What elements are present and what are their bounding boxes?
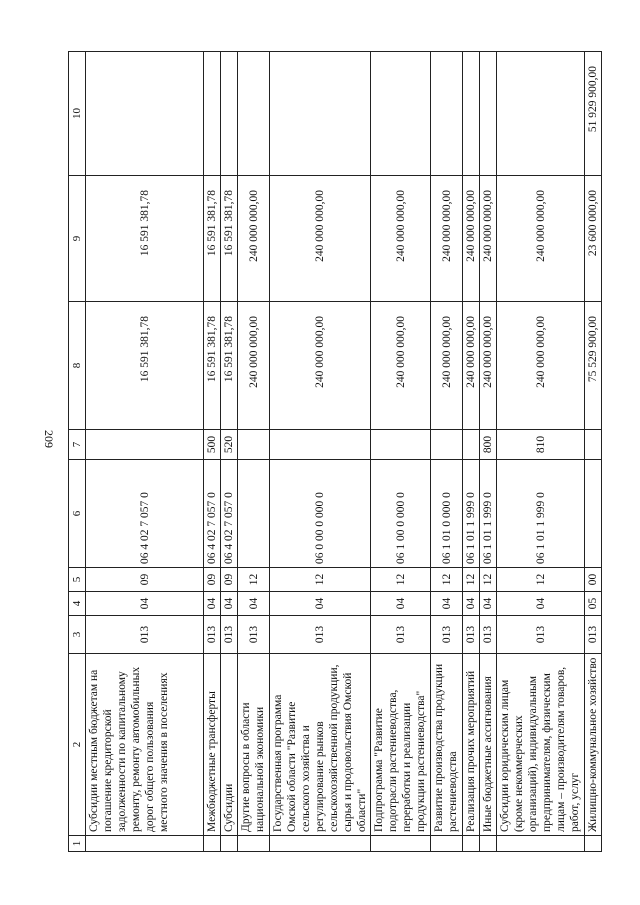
table-row bbox=[270, 52, 371, 852]
table-row bbox=[86, 52, 204, 852]
cell-amount-2: 240 000 000,00 bbox=[480, 176, 497, 302]
cell-amount-3: 51 929 900,00 bbox=[585, 52, 602, 176]
cell-expense-type bbox=[585, 430, 602, 460]
cell-target-article: 06 1 00 0 000 0 bbox=[371, 460, 431, 568]
cell-target-article bbox=[238, 460, 270, 568]
cell-target-article: 06 1 01 1 999 0 bbox=[463, 460, 480, 568]
cell-amount-3 bbox=[431, 52, 463, 176]
cell-amount-2: 16 591 381,78 bbox=[86, 176, 204, 302]
cell-index bbox=[221, 836, 238, 852]
cell-section: 04 bbox=[480, 592, 497, 616]
cell-amount-2: 240 000 000,00 bbox=[463, 176, 480, 302]
rotated-page-content bbox=[68, 52, 599, 852]
cell-target-article: 06 0 00 0 000 0 bbox=[270, 460, 371, 568]
cell-amount-3 bbox=[204, 52, 221, 176]
cell-section: 04 bbox=[204, 592, 221, 616]
column-header: 2 bbox=[69, 654, 86, 836]
cell-subsection: 12 bbox=[431, 568, 463, 592]
cell-section: 04 bbox=[221, 592, 238, 616]
cell-expense-type bbox=[371, 430, 431, 460]
column-header: 6 bbox=[69, 460, 86, 568]
cell-name: Государственная программа Омской области "Развитие сельского хозяйства и регулирование рынков сельскохозяйственной продукции, сырья и продовольствия Омской области" bbox=[270, 654, 371, 836]
cell-expense-type bbox=[431, 430, 463, 460]
cell-subsection: 12 bbox=[463, 568, 480, 592]
cell-amount-3 bbox=[497, 52, 585, 176]
cell-amount-3 bbox=[270, 52, 371, 176]
cell-amount-3 bbox=[221, 52, 238, 176]
cell-amount-total: 240 000 000,00 bbox=[463, 302, 480, 430]
cell-ministry: 013 bbox=[431, 616, 463, 654]
cell-expense-type: 810 bbox=[497, 430, 585, 460]
cell-expense-type: 800 bbox=[480, 430, 497, 460]
cell-index bbox=[238, 836, 270, 852]
table-row bbox=[238, 52, 270, 852]
cell-expense-type: 520 bbox=[221, 430, 238, 460]
cell-expense-type bbox=[270, 430, 371, 460]
cell-section: 04 bbox=[497, 592, 585, 616]
cell-name: Другие вопросы в области национальной экономики bbox=[238, 654, 270, 836]
cell-section: 04 bbox=[238, 592, 270, 616]
cell-ministry: 013 bbox=[480, 616, 497, 654]
cell-name: Субсидии bbox=[221, 654, 238, 836]
cell-amount-2: 240 000 000,00 bbox=[497, 176, 585, 302]
cell-name: Субсидии местным бюджетам на погашение кредиторской задолженности по капитальному ремонту, ремонту автомобильных дорог общего пользования местного значения в поселениях bbox=[86, 654, 204, 836]
column-header: 8 bbox=[69, 302, 86, 430]
cell-amount-total: 240 000 000,00 bbox=[371, 302, 431, 430]
cell-expense-type bbox=[86, 430, 204, 460]
cell-section: 04 bbox=[463, 592, 480, 616]
cell-name: Жилищно-коммунальное хозяйство bbox=[585, 654, 602, 836]
table-row bbox=[585, 52, 602, 852]
cell-amount-total: 240 000 000,00 bbox=[497, 302, 585, 430]
cell-section: 04 bbox=[371, 592, 431, 616]
budget-table bbox=[68, 51, 602, 852]
cell-subsection: 12 bbox=[238, 568, 270, 592]
cell-index bbox=[86, 836, 204, 852]
page-number: 209 bbox=[42, 430, 56, 448]
cell-index bbox=[270, 836, 371, 852]
cell-name: Иные бюджетные ассигнования bbox=[480, 654, 497, 836]
cell-target-article: 06 4 02 7 057 0 bbox=[204, 460, 221, 568]
cell-amount-total: 16 591 381,78 bbox=[204, 302, 221, 430]
cell-amount-total: 75 529 900,00 bbox=[585, 302, 602, 430]
cell-index bbox=[371, 836, 431, 852]
cell-expense-type: 500 bbox=[204, 430, 221, 460]
cell-index bbox=[204, 836, 221, 852]
cell-amount-3 bbox=[480, 52, 497, 176]
cell-section: 04 bbox=[431, 592, 463, 616]
cell-name: Подпрограмма "Развитие подотрасли растениеводства, переработки и реализации продукции растениеводства" bbox=[371, 654, 431, 836]
cell-ministry: 013 bbox=[585, 616, 602, 654]
cell-target-article: 06 1 01 1 999 0 bbox=[497, 460, 585, 568]
cell-subsection: 12 bbox=[371, 568, 431, 592]
cell-name: Реализация прочих мероприятий bbox=[463, 654, 480, 836]
cell-name: Межбюджетные трансферты bbox=[204, 654, 221, 836]
cell-expense-type bbox=[238, 430, 270, 460]
cell-ministry: 013 bbox=[497, 616, 585, 654]
cell-index bbox=[463, 836, 480, 852]
cell-index bbox=[585, 836, 602, 852]
cell-amount-3 bbox=[371, 52, 431, 176]
cell-name: Развитие производства продукции растениеводства bbox=[431, 654, 463, 836]
cell-amount-2: 240 000 000,00 bbox=[270, 176, 371, 302]
cell-amount-total: 16 591 381,78 bbox=[221, 302, 238, 430]
table-row bbox=[221, 52, 238, 852]
cell-amount-total: 240 000 000,00 bbox=[270, 302, 371, 430]
cell-amount-3 bbox=[86, 52, 204, 176]
cell-ministry: 013 bbox=[463, 616, 480, 654]
cell-target-article: 06 1 01 0 000 0 bbox=[431, 460, 463, 568]
cell-amount-2: 240 000 000,00 bbox=[371, 176, 431, 302]
column-header: 3 bbox=[69, 616, 86, 654]
cell-ministry: 013 bbox=[371, 616, 431, 654]
cell-amount-total: 16 591 381,78 bbox=[86, 302, 204, 430]
cell-index bbox=[480, 836, 497, 852]
cell-amount-2: 240 000 000,00 bbox=[238, 176, 270, 302]
cell-amount-2: 240 000 000,00 bbox=[431, 176, 463, 302]
cell-ministry: 013 bbox=[270, 616, 371, 654]
column-header: 5 bbox=[69, 568, 86, 592]
cell-amount-3 bbox=[238, 52, 270, 176]
cell-ministry: 013 bbox=[204, 616, 221, 654]
column-header: 9 bbox=[69, 176, 86, 302]
cell-amount-2: 23 600 000,00 bbox=[585, 176, 602, 302]
cell-subsection: 00 bbox=[585, 568, 602, 592]
cell-section: 04 bbox=[86, 592, 204, 616]
table-row bbox=[371, 52, 431, 852]
cell-subsection: 09 bbox=[86, 568, 204, 592]
column-header: 1 bbox=[69, 836, 86, 852]
cell-amount-total: 240 000 000,00 bbox=[480, 302, 497, 430]
cell-subsection: 12 bbox=[497, 568, 585, 592]
cell-ministry: 013 bbox=[238, 616, 270, 654]
cell-subsection: 12 bbox=[270, 568, 371, 592]
cell-index bbox=[431, 836, 463, 852]
cell-index bbox=[497, 836, 585, 852]
cell-subsection: 09 bbox=[221, 568, 238, 592]
table-row bbox=[497, 52, 585, 852]
cell-subsection: 12 bbox=[480, 568, 497, 592]
cell-amount-2: 16 591 381,78 bbox=[204, 176, 221, 302]
cell-name: Субсидии юридическим лицам (кроме некоммерческих организаций), индивидуальным предпринимателям, физическим лицам – производителям товаров, работ, услуг bbox=[497, 654, 585, 836]
cell-target-article: 06 4 02 7 057 0 bbox=[86, 460, 204, 568]
cell-amount-total: 240 000 000,00 bbox=[431, 302, 463, 430]
cell-section: 05 bbox=[585, 592, 602, 616]
column-header: 7 bbox=[69, 430, 86, 460]
cell-target-article: 06 1 01 1 999 0 bbox=[480, 460, 497, 568]
table-row bbox=[431, 52, 463, 852]
cell-amount-3 bbox=[463, 52, 480, 176]
cell-ministry: 013 bbox=[86, 616, 204, 654]
cell-target-article: 06 4 02 7 057 0 bbox=[221, 460, 238, 568]
table-row bbox=[463, 52, 480, 852]
cell-subsection: 09 bbox=[204, 568, 221, 592]
cell-ministry: 013 bbox=[221, 616, 238, 654]
table-row bbox=[204, 52, 221, 852]
column-header: 10 bbox=[69, 52, 86, 176]
cell-section: 04 bbox=[270, 592, 371, 616]
header-row bbox=[69, 52, 86, 852]
column-header: 4 bbox=[69, 592, 86, 616]
cell-amount-2: 16 591 381,78 bbox=[221, 176, 238, 302]
cell-amount-total: 240 000 000,00 bbox=[238, 302, 270, 430]
cell-target-article bbox=[585, 460, 602, 568]
table-row bbox=[480, 52, 497, 852]
cell-expense-type bbox=[463, 430, 480, 460]
